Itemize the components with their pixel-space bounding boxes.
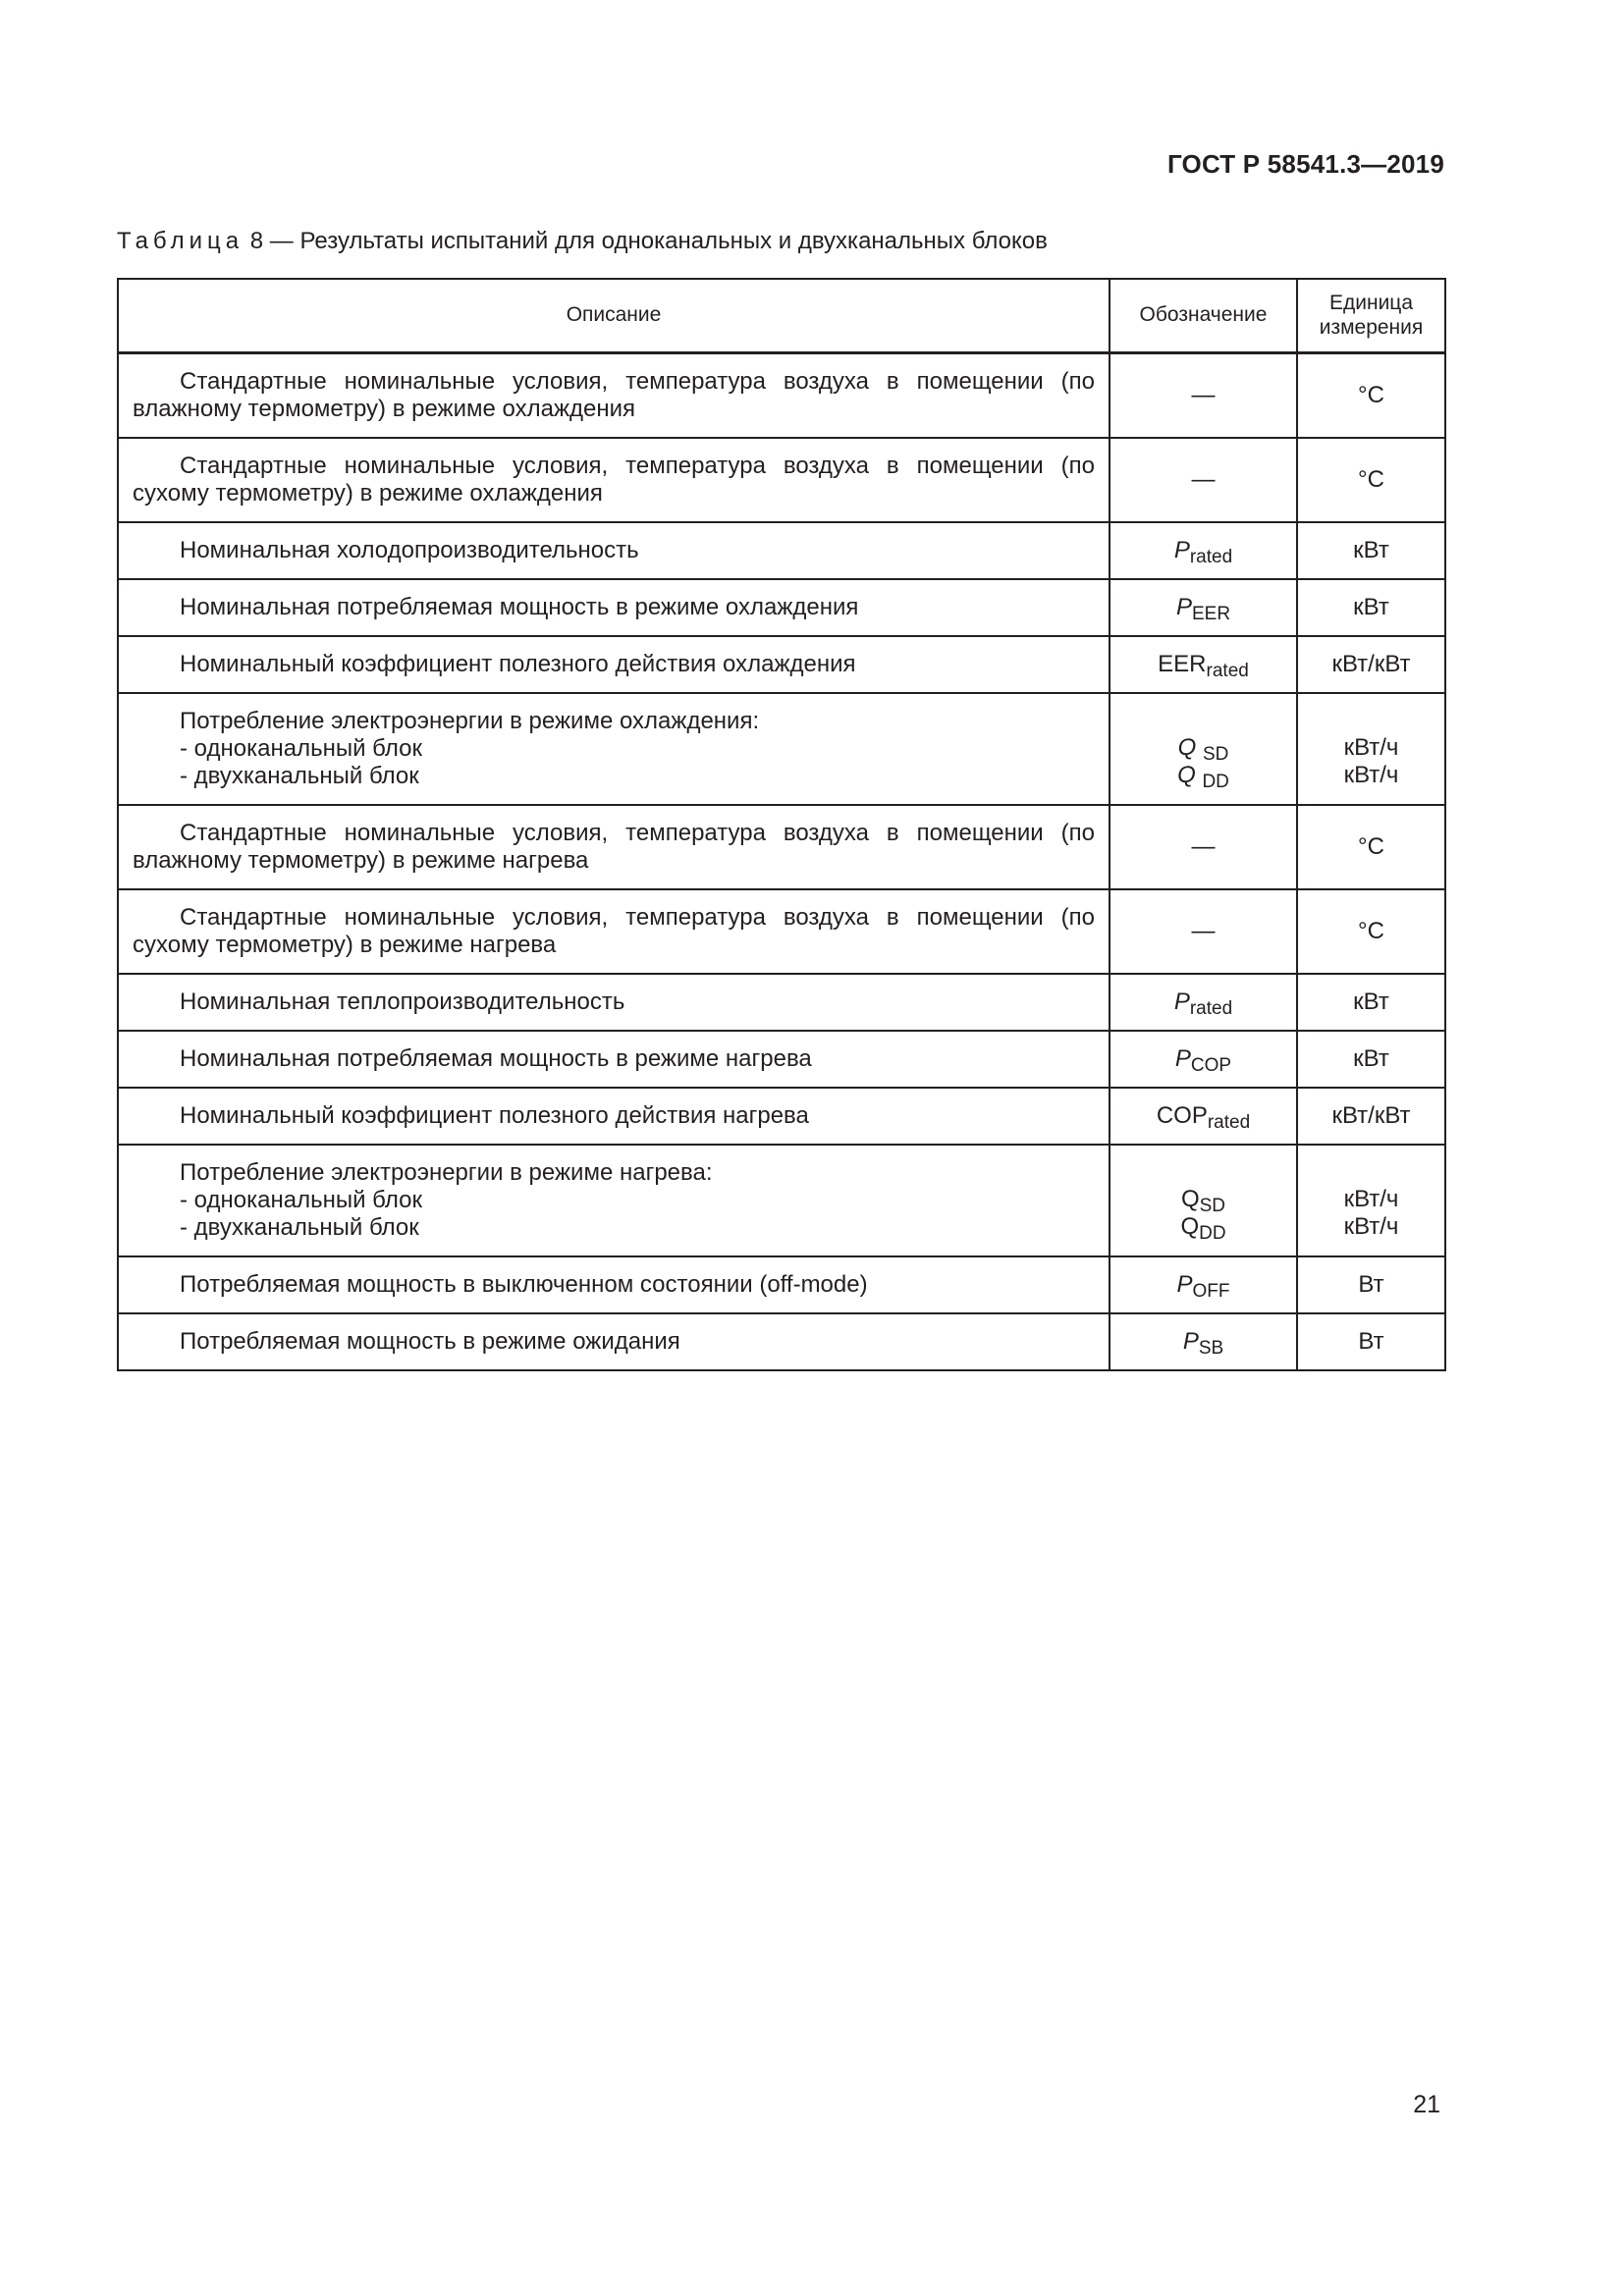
row-symbol-main: Q (1177, 733, 1197, 761)
row-unit-value: кВт/ч (1343, 1213, 1399, 1240)
table-row (118, 974, 1445, 1031)
row-symbol-sub: rated (1207, 1111, 1251, 1133)
row-symbol-sub: SD (1202, 743, 1229, 765)
row-symbol-sub: rated (1189, 546, 1233, 567)
table-row (118, 353, 1445, 439)
row-description (118, 1145, 1110, 1256)
row-unit: °С (1297, 889, 1445, 974)
row-unit-value: кВт/ч (1343, 762, 1399, 788)
row-symbol (1110, 1313, 1297, 1370)
row-description (118, 579, 1110, 636)
row-unit: кВт (1297, 522, 1445, 579)
table-row (118, 438, 1445, 522)
table-row (118, 1145, 1445, 1256)
row-unit: кВт (1297, 579, 1445, 636)
row-unit-value: кВт/ч (1343, 733, 1399, 761)
row-description (118, 1088, 1110, 1145)
row-unit: кВт (1297, 1031, 1445, 1088)
row-description-title: Потребление электроэнергии в режиме нагрева: (180, 1158, 713, 1186)
row-description (118, 1256, 1110, 1313)
row-description (118, 636, 1110, 693)
row-description-item: - двухканальный блок (180, 1214, 419, 1242)
row-description (118, 1313, 1110, 1370)
row-description-title: Потребление электроэнергии в режиме охлаждения: (180, 707, 760, 734)
row-symbol-main: P (1174, 1044, 1191, 1072)
column-header-description: Описание (118, 279, 1110, 353)
row-unit: °С (1297, 805, 1445, 889)
table-caption-text: 8 — Результаты испытаний для одноканальных и двухканальных блоков (244, 228, 1048, 254)
row-symbol-sub: rated (1206, 660, 1249, 681)
row-symbol (1110, 579, 1297, 636)
row-symbol-sub: SB (1198, 1337, 1224, 1359)
row-description-text: Номинальная потребляемая мощность в режиме охлаждения (180, 593, 859, 620)
table-row (118, 1031, 1445, 1088)
row-symbol (1110, 522, 1297, 579)
row-symbol-main: — (1191, 381, 1216, 408)
table-row (118, 889, 1445, 974)
results-table (117, 278, 1446, 1371)
column-header-unit-line2: измерения (1319, 315, 1424, 339)
row-unit (1297, 693, 1445, 805)
table-row (118, 579, 1445, 636)
table-row (118, 693, 1445, 805)
row-unit: °С (1297, 438, 1445, 522)
table-row (118, 1313, 1445, 1370)
column-header-unit (1297, 279, 1445, 353)
row-symbol-main: — (1191, 832, 1216, 860)
row-symbol (1110, 438, 1297, 522)
table-row (118, 522, 1445, 579)
column-header-symbol: Обозначение (1110, 279, 1297, 353)
row-description-text: Стандартные номинальные условия, температура воздуха в помещении (по сухому термометру) в режиме нагрева (133, 903, 1095, 958)
document-id: ГОСТ Р 58541.3—2019 (1166, 149, 1444, 179)
table-row (118, 805, 1445, 889)
table-row (118, 1088, 1445, 1145)
row-symbol-sub: OFF (1192, 1280, 1230, 1302)
table-row (118, 1256, 1445, 1313)
row-unit: кВт (1297, 974, 1445, 1031)
row-symbol (1110, 1256, 1297, 1313)
row-symbol-main: — (1191, 917, 1216, 944)
row-symbol (1110, 1031, 1297, 1088)
row-symbol-main: P (1182, 1327, 1199, 1355)
row-description (118, 805, 1110, 889)
row-symbol-sub: SD (1199, 1195, 1226, 1216)
row-description-text: Потребляемая мощность в выключенном состоянии (off-mode) (180, 1270, 868, 1298)
row-symbol (1110, 353, 1297, 439)
row-description-item: - одноканальный блок (180, 1186, 422, 1213)
row-unit: °С (1297, 353, 1445, 439)
row-unit: кВт/кВт (1297, 1088, 1445, 1145)
row-description-text: Стандартные номинальные условия, температура воздуха в помещении (по влажному термометру) в режиме охлаждения (133, 367, 1095, 422)
row-description-text: Номинальная теплопроизводительность (180, 988, 625, 1015)
row-description-text: Стандартные номинальные условия, температура воздуха в помещении (по сухому термометру) в режиме охлаждения (133, 452, 1095, 507)
row-description (118, 522, 1110, 579)
page-number: 21 (1413, 2091, 1440, 2118)
table-header-row (118, 279, 1445, 353)
row-unit: кВт/кВт (1297, 636, 1445, 693)
row-symbol-sub: DD (1199, 1223, 1226, 1244)
row-description-text: Номинальный коэффициент полезного действия охлаждения (180, 650, 856, 677)
row-symbol-sub: DD (1202, 772, 1229, 792)
row-symbol (1110, 693, 1297, 805)
row-description-text: Номинальная потребляемая мощность в режиме нагрева (180, 1044, 812, 1072)
row-description-item: - одноканальный блок (180, 734, 422, 762)
row-description (118, 438, 1110, 522)
row-description (118, 353, 1110, 439)
column-header-unit-line1: Единица (1328, 291, 1414, 314)
row-description (118, 693, 1110, 805)
table-row (118, 636, 1445, 693)
row-symbol-main: — (1191, 465, 1216, 493)
row-symbol (1110, 636, 1297, 693)
row-description (118, 889, 1110, 974)
row-description (118, 974, 1110, 1031)
row-unit (1297, 1145, 1445, 1256)
row-symbol-sub: EER (1191, 603, 1231, 624)
row-symbol-main: P (1173, 988, 1190, 1015)
row-symbol (1110, 1145, 1297, 1256)
row-symbol-sub: rated (1189, 997, 1233, 1019)
table-caption (117, 228, 1048, 255)
table-caption-label: Таблица (117, 228, 244, 254)
row-description (118, 1031, 1110, 1088)
row-symbol (1110, 805, 1297, 889)
row-symbol-main: Q (1180, 1213, 1200, 1240)
row-description-text: Стандартные номинальные условия, температура воздуха в помещении (по влажному термометру) в режиме нагрева (133, 819, 1095, 874)
row-description-text: Номинальный коэффициент полезного действия нагрева (180, 1101, 809, 1129)
row-symbol-main: Q (1177, 762, 1196, 788)
row-symbol-main: EER (1158, 650, 1207, 677)
row-symbol (1110, 1088, 1297, 1145)
row-unit-value: кВт/ч (1343, 1185, 1399, 1212)
row-unit: Вт (1297, 1256, 1445, 1313)
row-symbol-main: COP (1156, 1101, 1208, 1129)
row-description-text: Потребляемая мощность в режиме ожидания (180, 1327, 680, 1355)
row-symbol-main: P (1173, 536, 1190, 563)
row-description-text: Номинальная холодопроизводительность (180, 536, 639, 563)
row-symbol-main: Q (1180, 1185, 1200, 1212)
row-symbol-main: P (1175, 593, 1192, 620)
row-description-item: - двухканальный блок (180, 763, 419, 790)
row-symbol-sub: COP (1190, 1054, 1232, 1076)
row-unit: Вт (1297, 1313, 1445, 1370)
row-symbol (1110, 889, 1297, 974)
row-symbol (1110, 974, 1297, 1031)
row-symbol-main: P (1176, 1270, 1193, 1298)
